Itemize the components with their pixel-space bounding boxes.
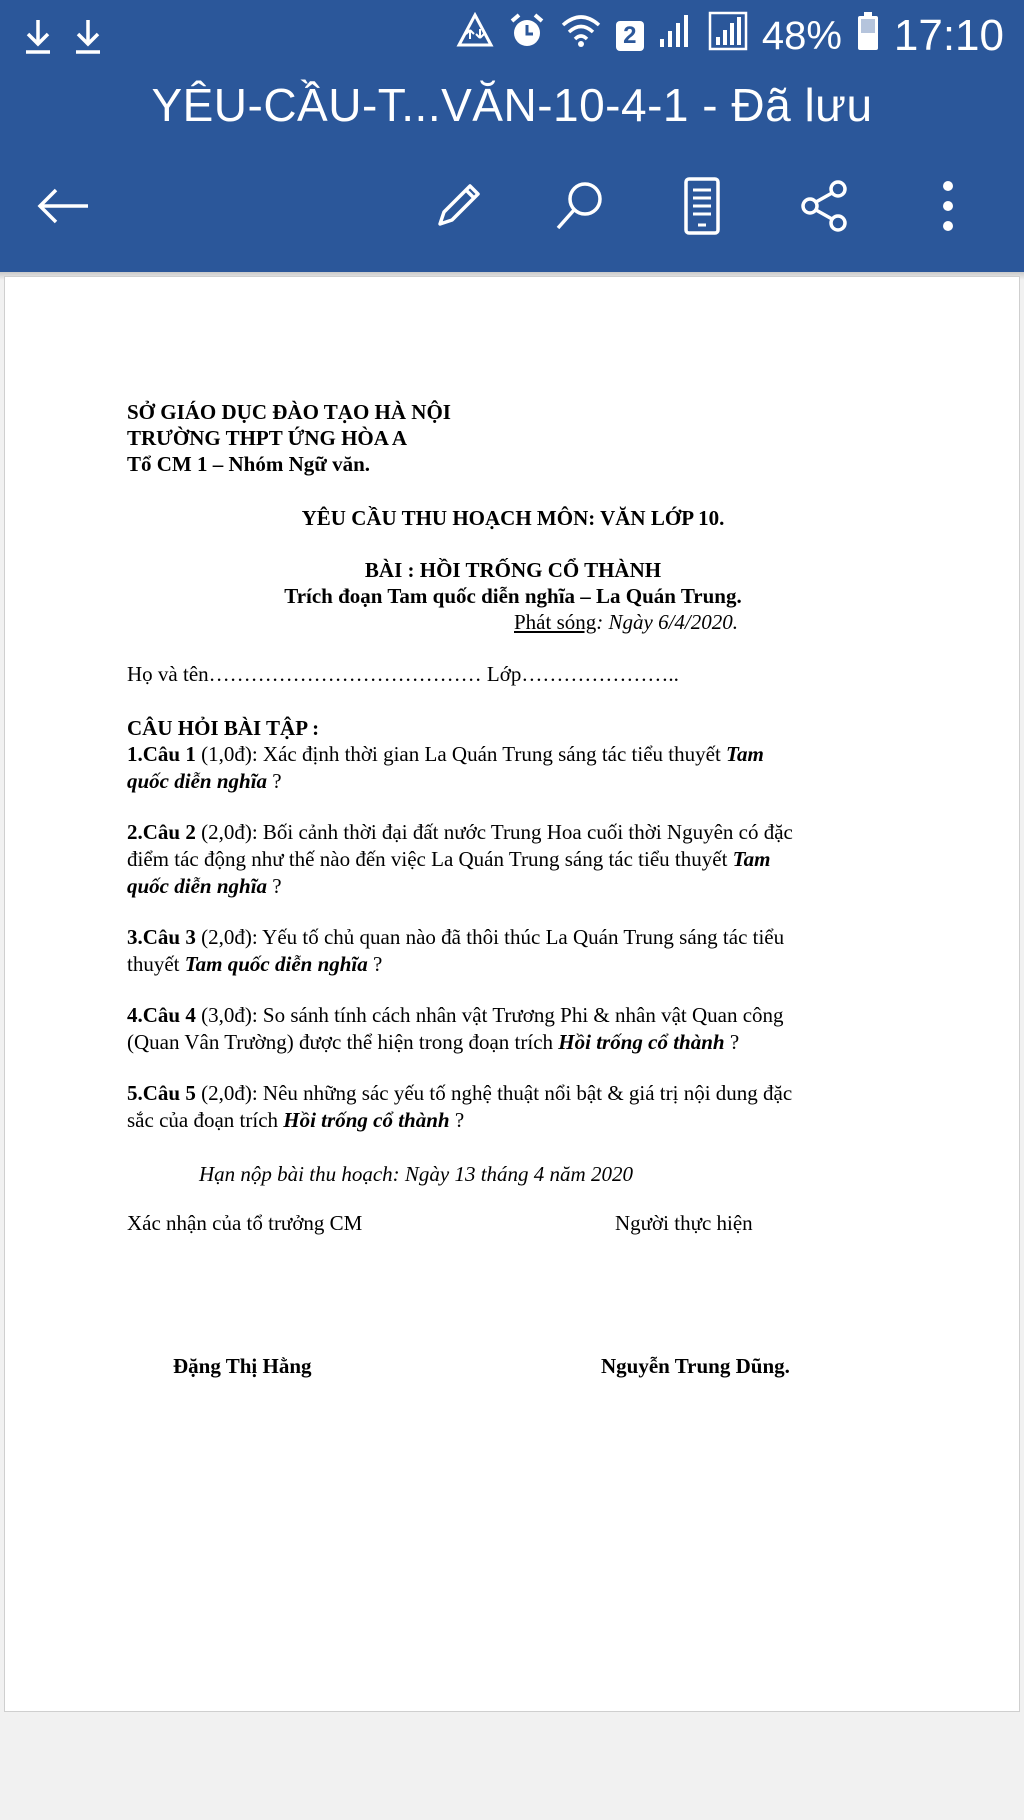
more-options-button[interactable] xyxy=(912,170,984,242)
header-group: Tổ CM 1 – Nhóm Ngữ văn. xyxy=(127,452,371,476)
document-title[interactable]: YÊU-CẦU-T...VĂN-10-4-1 - Đã lưu xyxy=(151,79,873,131)
data-saver-icon xyxy=(456,12,494,60)
alarm-icon xyxy=(508,12,546,60)
download-icon xyxy=(22,16,54,61)
signal-icon xyxy=(658,13,694,59)
back-button[interactable] xyxy=(28,170,100,242)
main-title: YÊU CẦU THU HOẠCH MÔN: VĂN LỚP 10. xyxy=(301,506,725,530)
question-4: 4.Câu 4 (3,0đ): So sánh tính cách nhân vật Trương Phi & nhân vật Quan công xyxy=(127,1003,784,1027)
download-icon xyxy=(72,16,104,61)
more-options-icon xyxy=(938,178,958,234)
confirm-label: Xác nhận của tổ trưởng CM xyxy=(127,1211,363,1235)
question-5-cont: sắc của đoạn trích Hồi trống cổ thành ? xyxy=(127,1108,465,1132)
name-class-line: Họ và tên………………………………… Lớp………………….. xyxy=(127,662,679,686)
edit-button[interactable] xyxy=(422,170,494,242)
status-bar xyxy=(0,0,1024,72)
share-icon xyxy=(796,178,852,234)
question-4-cont: (Quan Vân Trường) được thể hiện trong đoạn trích Hồi trống cổ thành ? xyxy=(127,1030,740,1054)
confirm-name: Đặng Thị Hằng xyxy=(173,1354,312,1378)
sim-badge: 2 xyxy=(616,21,644,51)
broadcast-date: : Ngày 6/4/2020. xyxy=(596,610,739,634)
question-1-cont: quốc diễn nghĩa ? xyxy=(127,769,282,793)
questions-heading: CÂU HỎI BÀI TẬP : xyxy=(127,716,320,740)
edit-pencil-icon xyxy=(430,178,486,234)
battery-icon xyxy=(856,11,880,61)
share-button[interactable] xyxy=(788,170,860,242)
app-header xyxy=(0,0,1024,272)
deadline: Hạn nộp bài thu hoạch: Ngày 13 tháng 4 năm 2020 xyxy=(199,1162,633,1186)
author-name: Nguyễn Trung Dũng. xyxy=(601,1354,790,1378)
document-page[interactable] xyxy=(4,276,1020,1712)
question-2-end: quốc diễn nghĩa ? xyxy=(127,874,282,898)
excerpt-source: Trích đoạn Tam quốc diễn nghĩa – La Quán Trung. xyxy=(284,584,742,608)
status-right-icons xyxy=(456,10,1004,62)
status-left-icons xyxy=(22,16,104,61)
question-1: 1.Câu 1 (1,0đ): Xác định thời gian La Quán Trung sáng tác tiểu thuyết Tam xyxy=(127,742,764,766)
battery-percent: 48% xyxy=(761,13,842,58)
back-arrow-icon xyxy=(36,186,92,226)
signal-icon xyxy=(708,11,748,61)
search-icon xyxy=(552,178,608,234)
header-department: SỞ GIÁO DỤC ĐÀO TẠO HÀ NỘI xyxy=(127,400,451,424)
question-2: 2.Câu 2 (2,0đ): Bối cảnh thời đại đất nước Trung Hoa cuối thời Nguyên có đặc xyxy=(127,820,793,844)
reading-mode-button[interactable] xyxy=(666,170,738,242)
clock: 17:10 xyxy=(893,11,1004,60)
broadcast-line xyxy=(514,609,738,635)
search-button[interactable] xyxy=(544,170,616,242)
broadcast-label: Phát sóng xyxy=(514,610,597,634)
question-3-cont: thuyết Tam quốc diễn nghĩa ? xyxy=(127,952,383,976)
question-2-cont: điểm tác động như thế nào đến việc La Quán Trung sáng tác tiểu thuyết Tam xyxy=(127,847,771,871)
lesson-title: BÀI : HỒI TRỐNG CỔ THÀNH xyxy=(364,558,662,582)
reading-mode-icon xyxy=(680,176,724,236)
wifi-icon xyxy=(560,13,602,59)
header-school: TRƯỜNG THPT ỨNG HÒA A xyxy=(127,426,408,450)
author-label: Người thực hiện xyxy=(615,1211,753,1235)
question-3: 3.Câu 3 (2,0đ): Yếu tố chủ quan nào đã thôi thúc La Quán Trung sáng tác tiểu xyxy=(127,925,785,949)
question-5: 5.Câu 5 (2,0đ): Nêu những sác yếu tố nghệ thuật nổi bật & giá trị nội dung đặc xyxy=(127,1081,793,1105)
toolbar xyxy=(0,170,1024,242)
